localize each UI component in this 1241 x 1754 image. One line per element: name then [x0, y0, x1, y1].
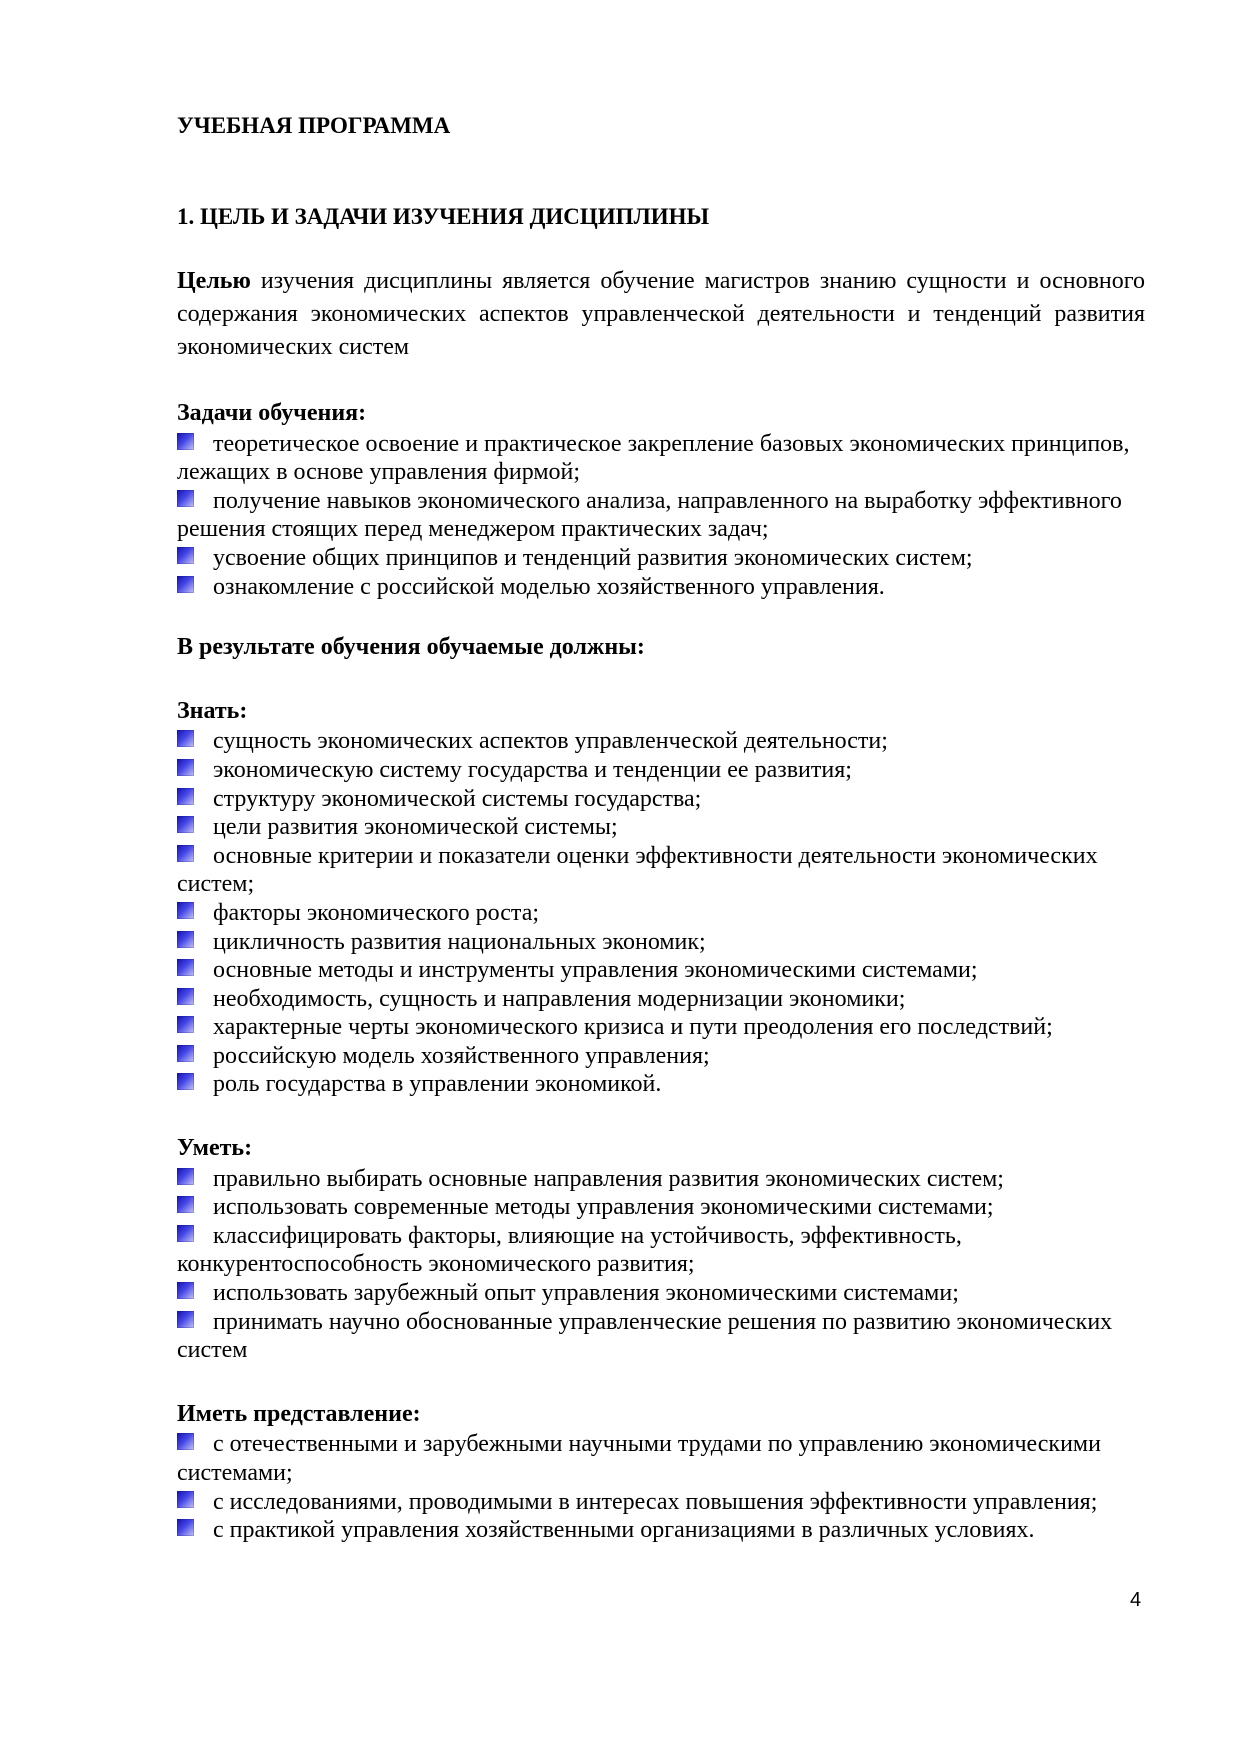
list-item-text: использовать современные методы управления экономическими системами;	[213, 1194, 994, 1221]
list-item-text: с практикой управления хозяйственными организациями в различных условиях.	[213, 1517, 1035, 1544]
list-item-text: цели развития экономической системы;	[213, 814, 618, 841]
square-bullet-icon	[177, 1168, 194, 1185]
list-item	[177, 1488, 1145, 1517]
square-bullet-icon	[177, 988, 194, 1005]
square-bullet-icon	[177, 490, 194, 507]
tasks-list	[177, 430, 1145, 602]
square-bullet-icon	[177, 1519, 194, 1536]
list-item	[177, 727, 1145, 756]
results-heading: В результате обучения обучаемые должны:	[177, 634, 645, 661]
square-bullet-icon	[177, 730, 194, 747]
list-item-text: необходимость, сущность и направления модернизации экономики;	[213, 985, 906, 1012]
list-item-text: цикличность развития национальных экономик;	[213, 928, 706, 955]
square-bullet-icon	[177, 1433, 194, 1450]
square-bullet-icon	[177, 1016, 194, 1033]
section-heading: 1. ЦЕЛЬ И ЗАДАЧИ ИЗУЧЕНИЯ ДИСЦИПЛИНЫ	[177, 204, 710, 229]
square-bullet-icon	[177, 959, 194, 976]
document-title: УЧЕБНАЯ ПРОГРАММА	[177, 113, 451, 138]
list-item-text: факторы экономического роста;	[213, 899, 540, 926]
list-item	[177, 985, 1145, 1014]
list-item	[177, 813, 1145, 842]
list-item-text: классифицировать факторы, влияющие на устойчивость, эффективность, конкурентоспособность экономического развития;	[177, 1222, 962, 1278]
know-list	[177, 727, 1145, 1099]
list-item-text: с отечественными и зарубежными научными трудами по управлению экономическими системами;	[177, 1431, 1101, 1486]
list-item-text: теоретическое освоение и практическое закрепление базовых экономических принципов, лежащих в основе управления фирмой;	[177, 430, 1130, 486]
list-item	[177, 842, 1145, 899]
list-item-text: усвоение общих принципов и тенденций развития экономических систем;	[213, 544, 973, 571]
list-item	[177, 956, 1145, 985]
list-item	[177, 1516, 1145, 1545]
square-bullet-icon	[177, 788, 194, 805]
know-heading: Знать:	[177, 697, 248, 724]
list-item-text: роль государства в управлении экономикой.	[213, 1071, 662, 1098]
list-item	[177, 756, 1145, 785]
list-item	[177, 1279, 1145, 1308]
list-item	[177, 487, 1145, 544]
list-item-text: характерные черты экономического кризиса и пути преодоления его последствий;	[213, 1014, 1053, 1041]
square-bullet-icon	[177, 1073, 194, 1090]
tasks-heading: Задачи обучения:	[177, 400, 367, 426]
ideas-heading: Иметь представление:	[177, 1400, 421, 1427]
list-item-text: ознакомление с российской моделью хозяйственного управления.	[213, 573, 885, 600]
square-bullet-icon	[177, 1225, 194, 1242]
list-item-text: сущность экономических аспектов управленческой деятельности;	[213, 728, 888, 755]
goal-lead: Целью	[177, 268, 251, 294]
list-item	[177, 544, 1145, 573]
square-bullet-icon	[177, 547, 194, 564]
square-bullet-icon	[177, 1045, 194, 1062]
list-item	[177, 1222, 1145, 1279]
goal-text: изучения дисциплины является обучение магистров знанию сущности и основного содержания экономических аспектов управленческой деятельности и тенденций развития экономических систем	[177, 268, 1145, 360]
list-item	[177, 899, 1145, 928]
goal-paragraph	[177, 265, 1145, 364]
list-item	[177, 928, 1145, 957]
list-item-text: получение навыков экономического анализа, направленного на выработку эффективного решения стоящих перед менеджером практических задач;	[177, 487, 1122, 543]
document-content	[177, 112, 1145, 1545]
list-item	[177, 573, 1145, 602]
square-bullet-icon	[177, 759, 194, 776]
list-item	[177, 1042, 1145, 1071]
list-item-text: российскую модель хозяйственного управления;	[213, 1042, 710, 1069]
square-bullet-icon	[177, 1282, 194, 1299]
ideas-list	[177, 1430, 1145, 1544]
skills-list	[177, 1165, 1145, 1365]
list-item	[177, 1013, 1145, 1042]
list-item	[177, 1193, 1145, 1222]
list-item-text: использовать зарубежный опыт управления экономическими системами;	[213, 1280, 959, 1307]
square-bullet-icon	[177, 816, 194, 833]
list-item-text: структуру экономической системы государства;	[213, 785, 702, 812]
square-bullet-icon	[177, 1196, 194, 1213]
list-item-text: принимать научно обоснованные управленческие решения по развитию экономических систем	[177, 1308, 1113, 1364]
list-item-text: правильно выбирать основные направления развития экономических систем;	[213, 1165, 1004, 1192]
list-item	[177, 785, 1145, 814]
square-bullet-icon	[177, 576, 194, 593]
square-bullet-icon	[177, 1311, 194, 1328]
square-bullet-icon	[177, 1491, 194, 1508]
list-item-text: основные методы и инструменты управления экономическими системами;	[213, 957, 978, 984]
list-item-text: экономическую систему государства и тенденции ее развития;	[213, 756, 852, 783]
square-bullet-icon	[177, 931, 194, 948]
list-item-text: с исследованиями, проводимыми в интересах повышения эффективности управления;	[213, 1488, 1098, 1515]
square-bullet-icon	[177, 433, 194, 450]
list-item	[177, 430, 1145, 487]
list-item	[177, 1070, 1145, 1099]
skills-heading: Уметь:	[177, 1135, 253, 1162]
list-item	[177, 1165, 1145, 1194]
page-number: 4	[1130, 1589, 1142, 1611]
list-item	[177, 1430, 1145, 1487]
list-item-text: основные критерии и показатели оценки эффективности деятельности экономических систем;	[177, 842, 1098, 898]
square-bullet-icon	[177, 845, 194, 862]
square-bullet-icon	[177, 902, 194, 919]
list-item	[177, 1308, 1145, 1365]
